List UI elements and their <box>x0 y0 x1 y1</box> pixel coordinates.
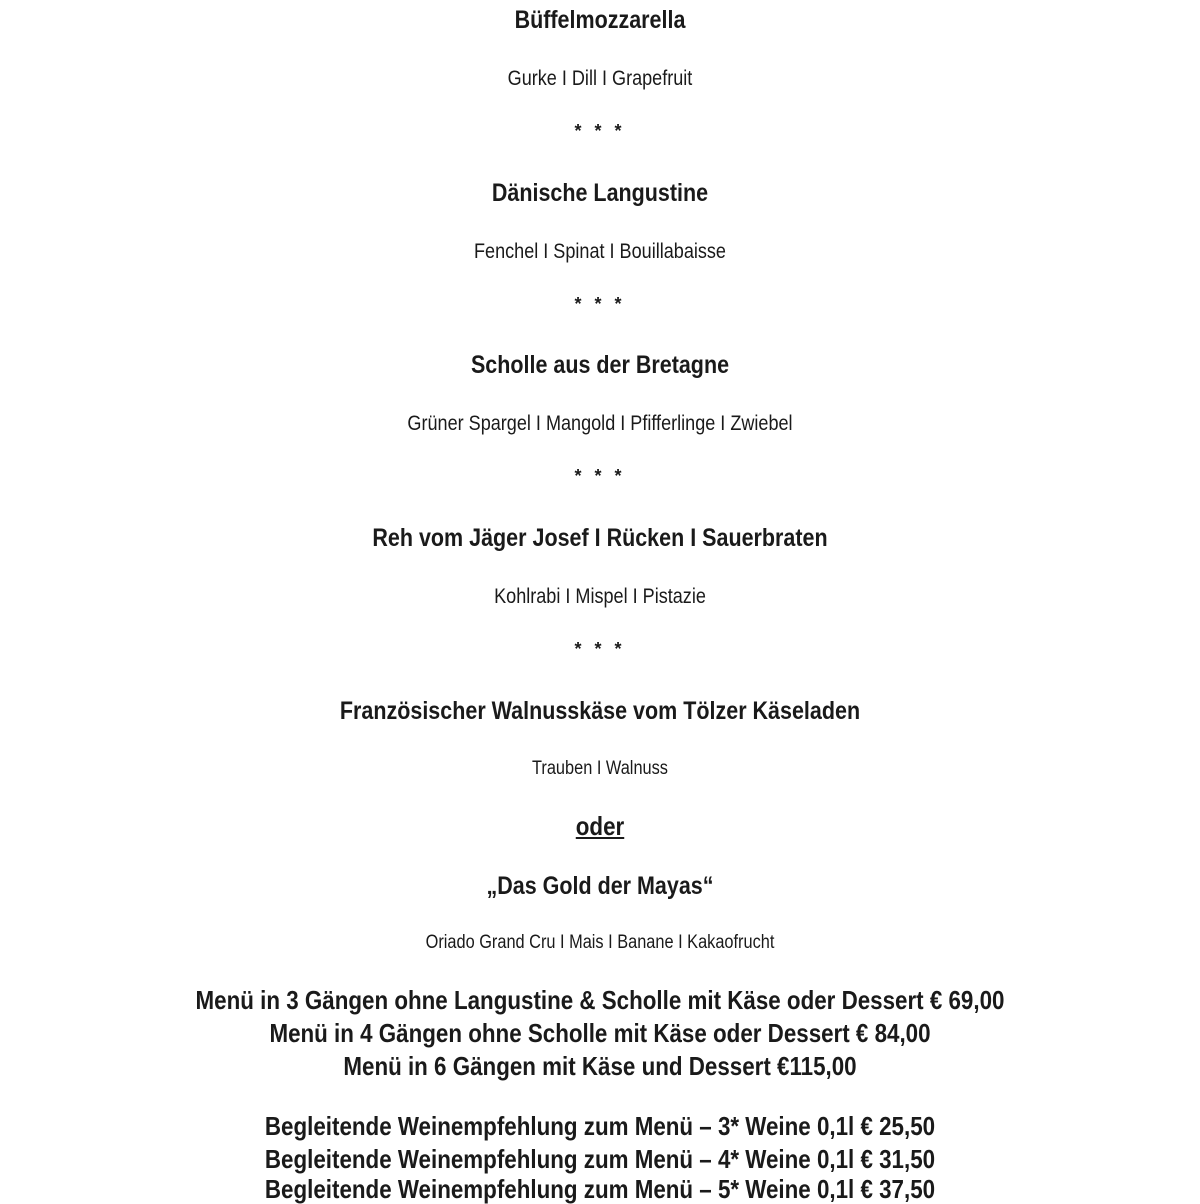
course-description: Gurke I Dill I Grapefruit <box>507 67 693 90</box>
course-title: Französischer Walnusskäse vom Tölzer Käseladen <box>339 697 861 725</box>
course-title: Dänische Langustine <box>491 179 709 207</box>
alternative-label: oder <box>575 811 625 841</box>
wine-price-line: Begleitende Weinempfehlung zum Menü – 5* Weine 0,1l € 37,50 <box>264 1174 936 1204</box>
course-separator: * * * <box>574 639 626 659</box>
course-title: Scholle aus der Bretagne <box>470 351 730 379</box>
wine-price-line: Begleitende Weinempfehlung zum Menü – 4* Weine 0,1l € 31,50 <box>264 1144 936 1174</box>
course-description: Grüner Spargel I Mangold I Pfifferlinge I Zwiebel <box>407 412 793 435</box>
course-description: Oriado Grand Cru I Mais I Banane I Kakaofrucht <box>425 932 775 953</box>
course-separator: * * * <box>574 466 626 486</box>
course-description: Trauben I Walnuss <box>532 758 668 779</box>
menu-price-line: Menü in 6 Gängen mit Käse und Dessert €115,00 <box>343 1051 857 1081</box>
course-separator: * * * <box>574 294 626 314</box>
menu-price-line: Menü in 4 Gängen ohne Scholle mit Käse oder Dessert € 84,00 <box>269 1018 931 1048</box>
course-title: Büffelmozzarella <box>514 6 686 34</box>
course-description: Fenchel I Spinat I Bouillabaisse <box>473 240 726 263</box>
menu-price-line: Menü in 3 Gängen ohne Langustine & Scholle mit Käse oder Dessert € 69,00 <box>195 985 1005 1015</box>
course-title: Reh vom Jäger Josef I Rücken I Sauerbraten <box>372 524 828 552</box>
course-separator: * * * <box>574 121 626 141</box>
course-title: „Das Gold der Mayas“ <box>486 872 714 900</box>
wine-price-line: Begleitende Weinempfehlung zum Menü – 3* Weine 0,1l € 25,50 <box>264 1111 936 1141</box>
course-description: Kohlrabi I Mispel I Pistazie <box>494 585 706 608</box>
